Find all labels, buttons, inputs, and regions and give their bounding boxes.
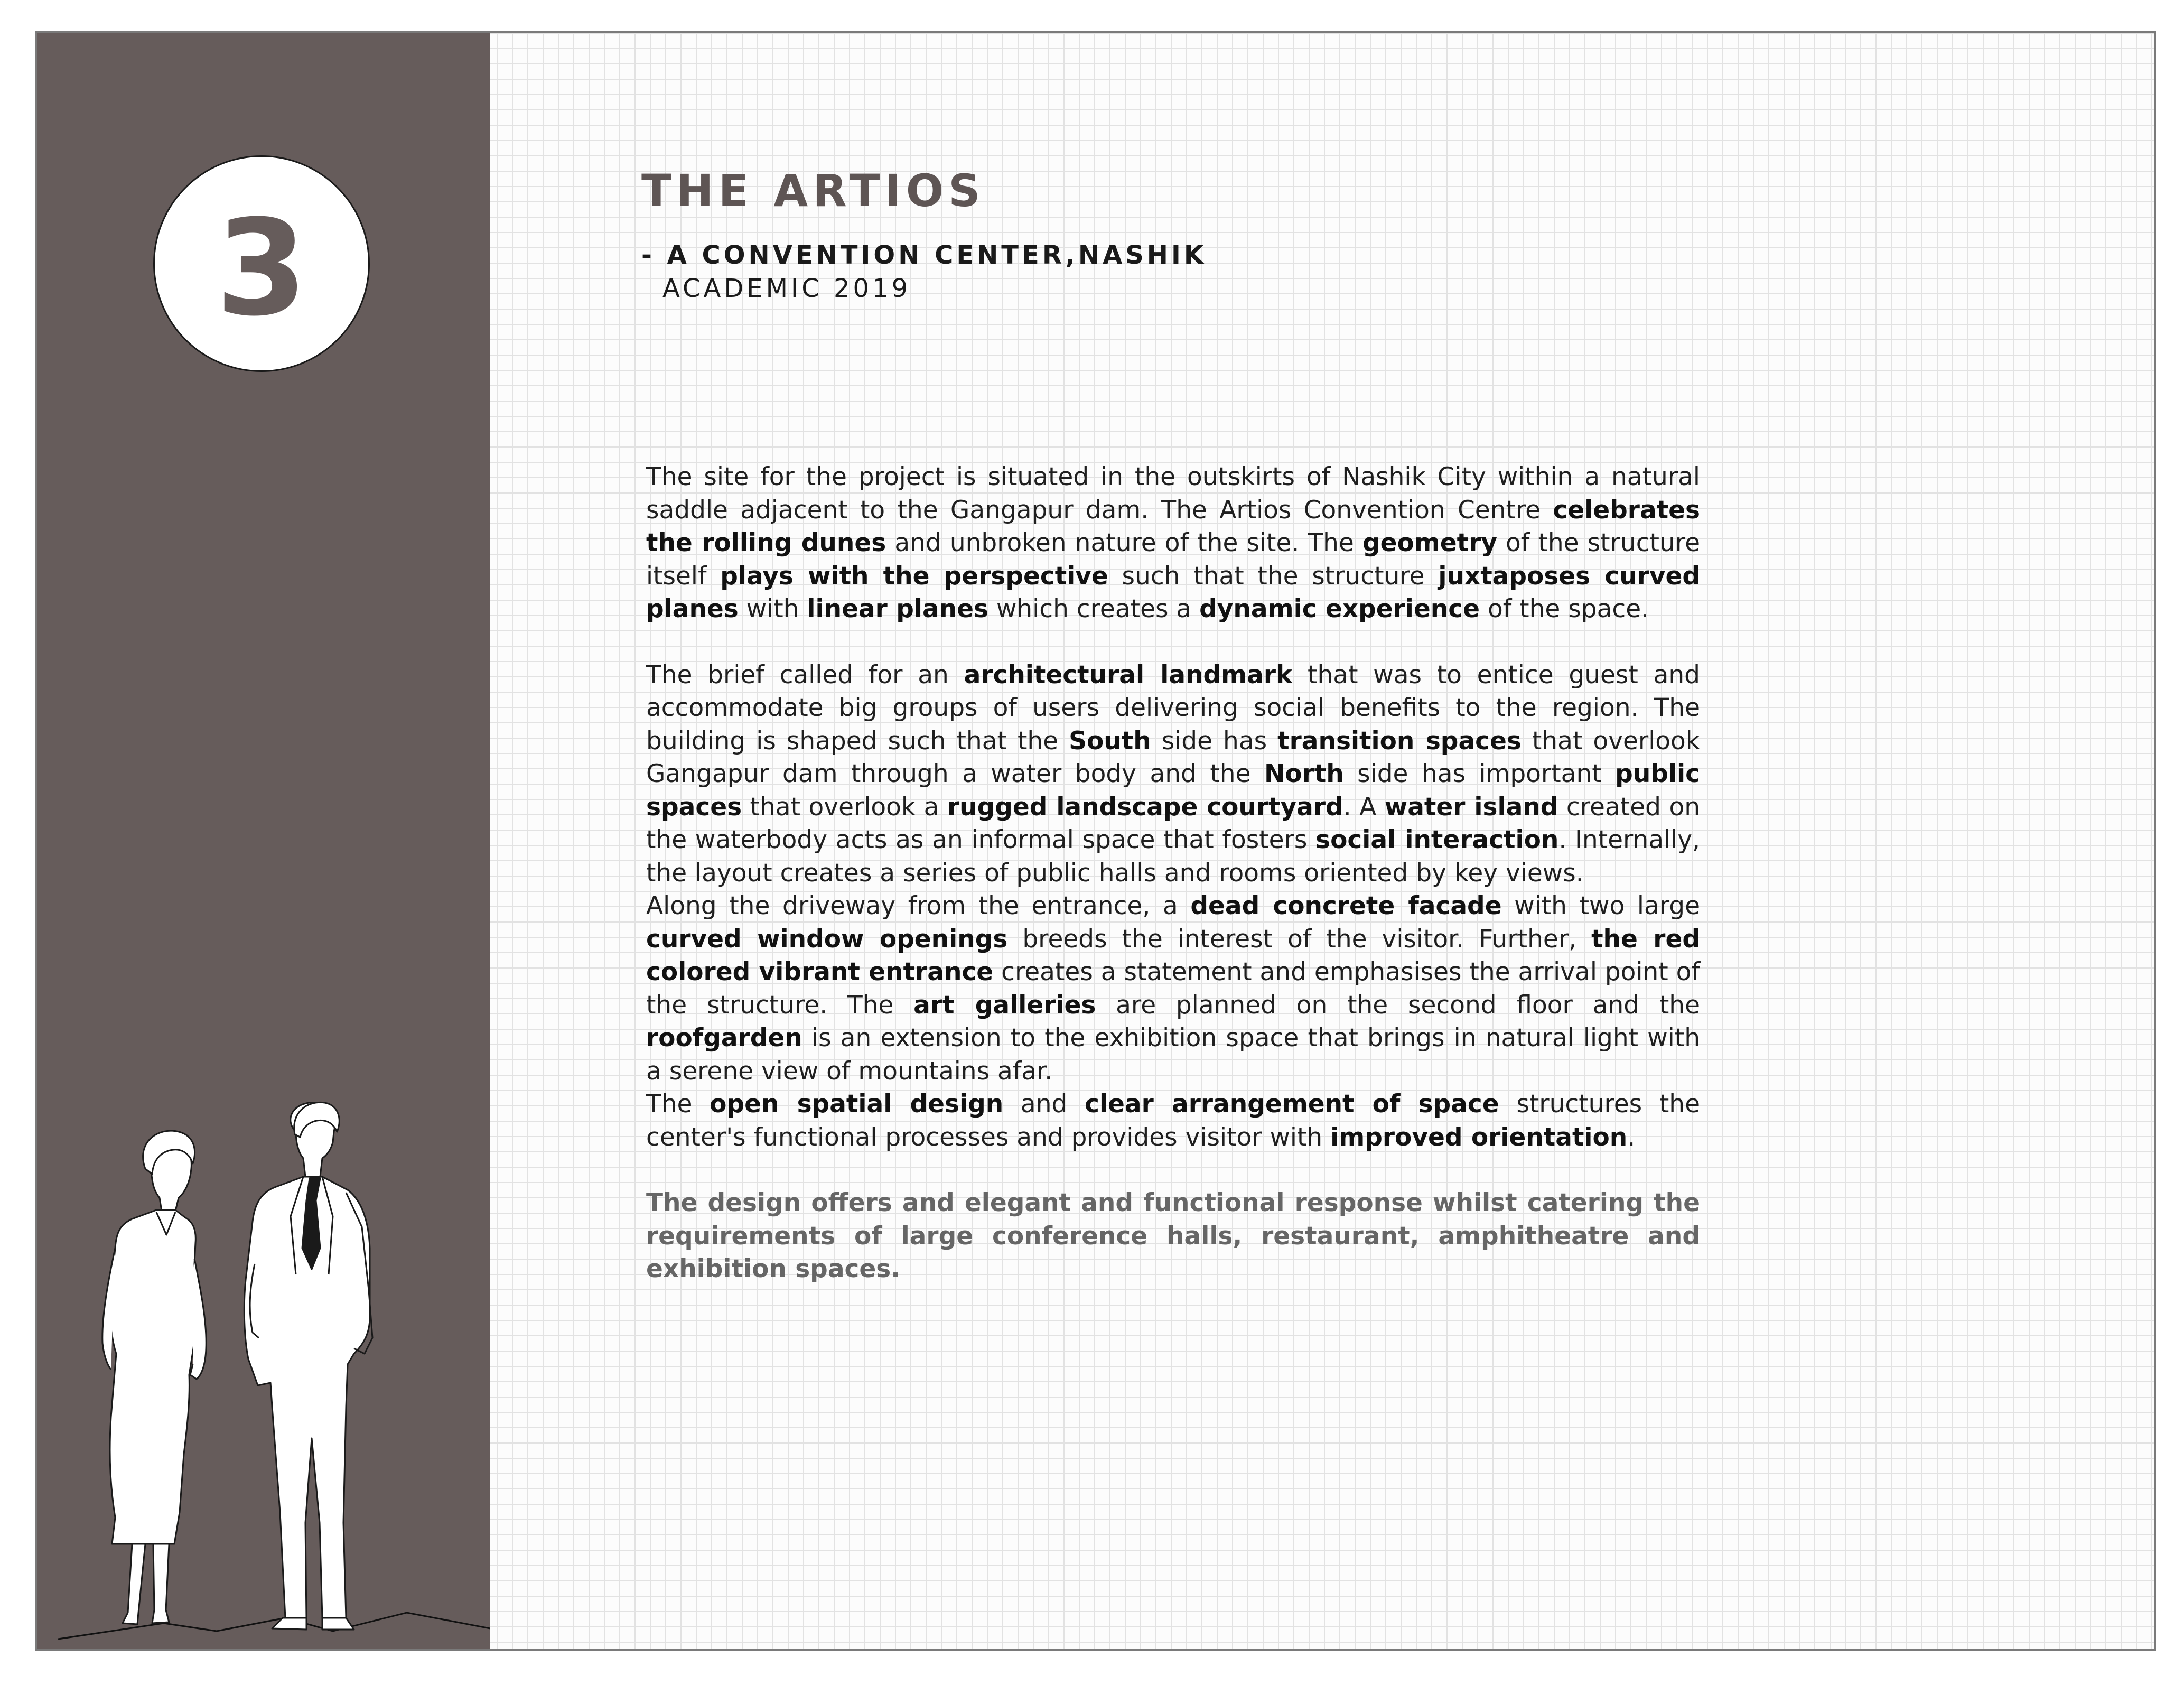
man-figure bbox=[244, 1102, 372, 1630]
body-text-segment: Along the driveway from the entrance, a bbox=[646, 891, 1191, 920]
body-text-segment: The site for the project is situated in the outskirts of Nashik City within a natural saddle adjacent to the Gangapur dam. The Artios Convention Centre bbox=[646, 462, 1700, 525]
body-text-segment: that overlook Gangapur dam through a water body and the bbox=[646, 726, 1700, 788]
woman-figure bbox=[102, 1131, 206, 1624]
emphasis-text: dynamic experience bbox=[1199, 594, 1480, 623]
description-paragraph-2 bbox=[646, 659, 1700, 890]
body-text-segment: with bbox=[738, 594, 807, 623]
emphasis-text: transition spaces bbox=[1277, 726, 1522, 756]
body-text-segment: The bbox=[646, 1090, 710, 1119]
emphasis-text: architectural landmark bbox=[964, 660, 1293, 690]
body-text-segment: is an extension to the exhibition space that brings in natural light with a serene view of mountains afar. bbox=[646, 1023, 1700, 1086]
description-paragraph-3 bbox=[646, 890, 1700, 1088]
sidebar-panel bbox=[37, 33, 490, 1649]
body-text-segment: of the space. bbox=[1480, 594, 1649, 623]
body-text-segment: of the structure itself bbox=[646, 528, 1700, 591]
emphasis-text: curved window openings bbox=[646, 924, 1008, 954]
body-text-segment: such that the structure bbox=[1108, 561, 1439, 591]
emphasis-text: clear arrangement of space bbox=[1085, 1090, 1499, 1119]
emphasis-text: dead concrete facade bbox=[1190, 891, 1502, 920]
body-text-segment: created on the waterbody acts as an informal space that fosters bbox=[646, 792, 1700, 854]
emphasis-text: public spaces bbox=[646, 759, 1700, 822]
body-text-segment: and bbox=[1003, 1090, 1085, 1119]
body-text-segment: are planned on the second floor and the bbox=[1096, 990, 1700, 1020]
body-text-segment: side has important bbox=[1343, 759, 1616, 788]
emphasis-text: roofgarden bbox=[646, 1023, 802, 1053]
emphasis-text: the red colored vibrant entrance bbox=[646, 924, 1700, 986]
emphasis-text: improved orientation bbox=[1330, 1122, 1628, 1152]
project-description bbox=[646, 461, 1700, 1286]
body-text-segment: breeds the interest of the visitor. Further, bbox=[1007, 924, 1592, 954]
project-subtitle: - A CONVENTION CENTER,NASHIK bbox=[641, 240, 1207, 270]
page-frame bbox=[35, 31, 2156, 1651]
body-text-segment: with two large bbox=[1501, 891, 1701, 920]
emphasis-text: art galleries bbox=[913, 990, 1096, 1020]
emphasis-text: North bbox=[1264, 759, 1344, 788]
description-paragraph-1 bbox=[646, 461, 1700, 626]
body-text-segment: . A bbox=[1343, 792, 1385, 822]
people-silhouette-illustration bbox=[58, 1090, 490, 1650]
project-number: 3 bbox=[216, 191, 307, 345]
project-year: ACADEMIC 2019 bbox=[662, 274, 911, 303]
closing-statement: The design offers and elegant and functional response whilst catering the requirements of large conference halls, restaurant, amphitheatre and exhibition spaces. bbox=[646, 1188, 1700, 1283]
emphasis-text: plays with the perspective bbox=[720, 561, 1108, 591]
emphasis-text: geometry bbox=[1362, 528, 1497, 557]
body-text-segment: that was to entice guest and accommodate big groups of users delivering social benefits to the region. The building is shaped such that the bbox=[646, 660, 1701, 756]
emphasis-text: social interaction bbox=[1315, 825, 1559, 854]
emphasis-text: open spatial design bbox=[710, 1090, 1004, 1119]
body-text-segment: creates a statement and emphasises the arrival point of the structure. The bbox=[646, 957, 1700, 1020]
body-text-segment: side has bbox=[1151, 726, 1278, 756]
emphasis-text: water island bbox=[1384, 792, 1558, 822]
body-text-segment: and unbroken nature of the site. The bbox=[886, 528, 1362, 557]
body-text-segment: The brief called for an bbox=[646, 660, 964, 690]
body-text-segment: structures the center's functional processes and provides visitor with bbox=[646, 1090, 1701, 1152]
emphasis-text: juxtaposes curved planes bbox=[646, 561, 1700, 623]
project-number-badge bbox=[153, 155, 370, 372]
body-text-segment: . Internally, the layout creates a series of public halls and rooms oriented by key views. bbox=[646, 825, 1700, 888]
body-text-segment: that overlook a bbox=[742, 792, 947, 822]
emphasis-text: linear planes bbox=[807, 594, 988, 623]
body-text-segment: which creates a bbox=[988, 594, 1200, 623]
body-text-segment: . bbox=[1627, 1122, 1636, 1152]
emphasis-text: rugged landscape courtyard bbox=[947, 792, 1343, 822]
emphasis-text: celebrates the rolling dunes bbox=[646, 495, 1700, 557]
project-title: THE ARTIOS bbox=[641, 165, 985, 217]
description-paragraph-4 bbox=[646, 1088, 1700, 1154]
emphasis-text: South bbox=[1069, 726, 1151, 756]
